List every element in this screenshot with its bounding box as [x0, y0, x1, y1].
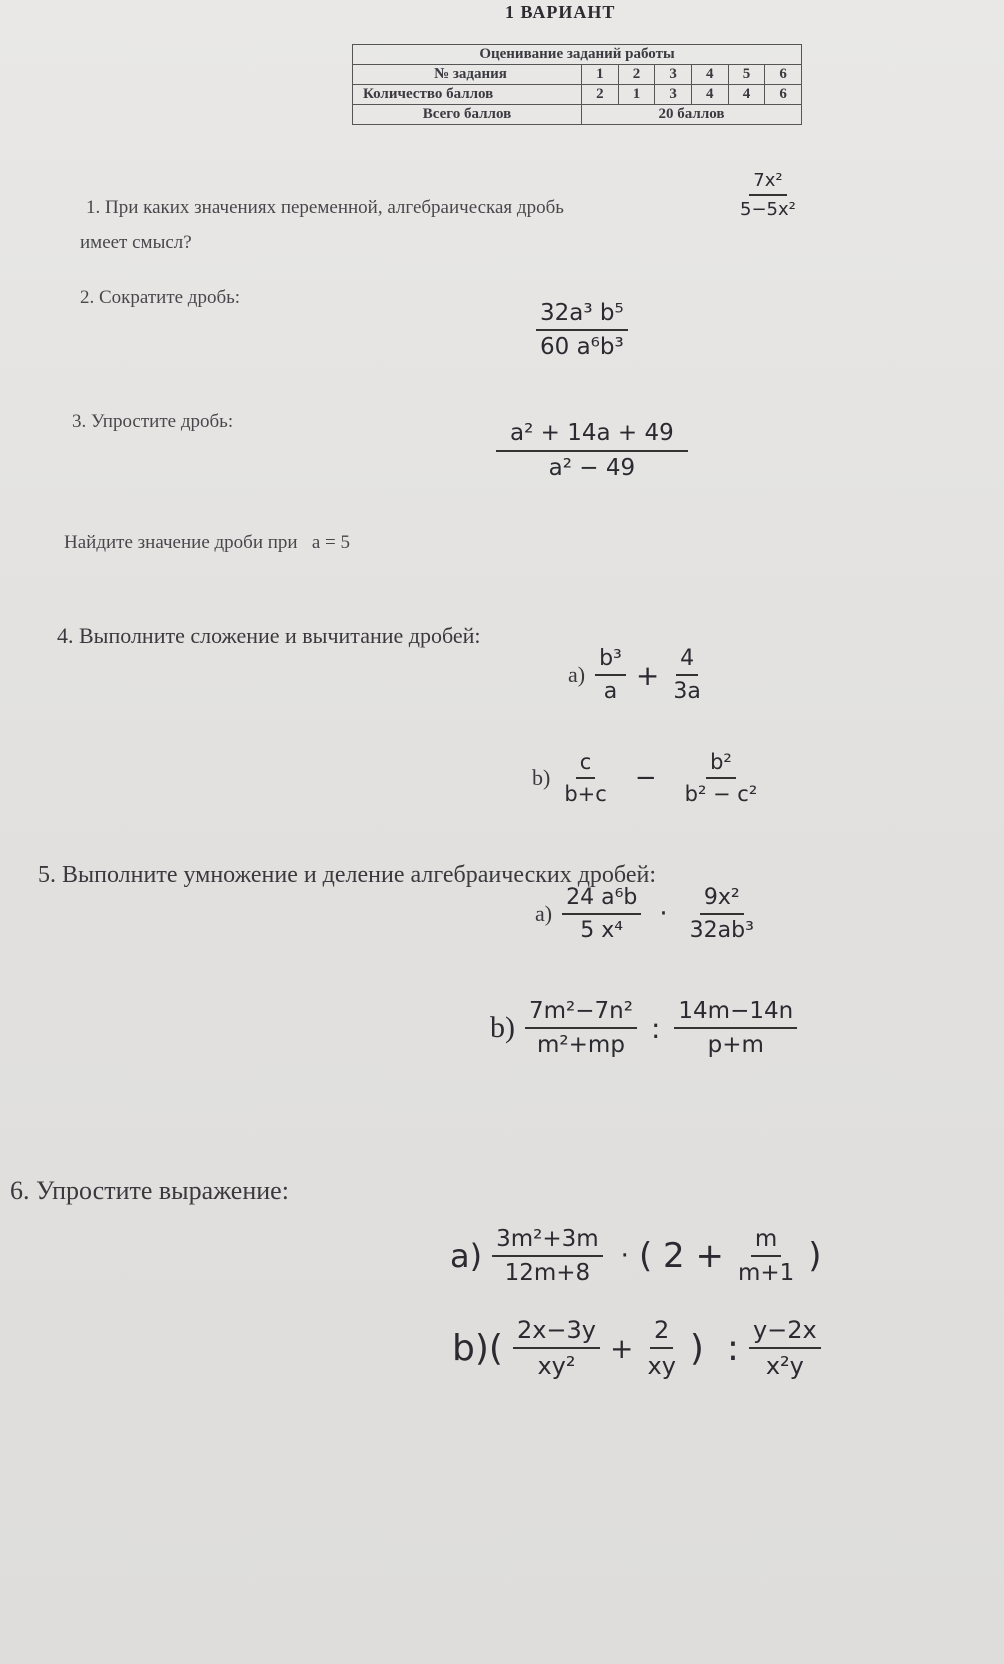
table-row: [353, 65, 802, 85]
operator: −: [634, 763, 657, 793]
table-cell: 6: [765, 85, 802, 105]
task6-b-expression: [452, 1316, 821, 1380]
table-row: [353, 45, 802, 65]
task5-b-expression: [490, 998, 797, 1058]
total-value: 20 баллов: [582, 105, 802, 125]
task4-text: 4. Выполните сложение и вычитание дробей:: [57, 623, 481, 648]
operator: ·: [659, 899, 668, 929]
task3-text: 3. Упростите дробь:: [72, 411, 234, 432]
fraction-denominator: p+m: [707, 1032, 764, 1058]
task5-a-expression: [535, 885, 758, 943]
fraction-denominator: x²y: [765, 1352, 804, 1380]
table-cell: 4: [691, 85, 728, 105]
table-row: [353, 105, 802, 125]
fraction-denominator: 3a: [673, 679, 701, 704]
task5-text: 5. Выполните умножение и деление алгебраических дробей:: [38, 862, 656, 888]
find-label: Найдите значение дроби при: [64, 532, 298, 553]
table-cell: 4: [728, 85, 765, 105]
table-caption: Оценивание заданий работы: [353, 45, 802, 65]
fraction-denominator: 12m+8: [504, 1260, 591, 1286]
fraction-denominator: 5−5x²: [740, 199, 796, 220]
fraction-denominator: a: [603, 679, 618, 704]
fraction-numerator: 2x−3y: [513, 1316, 600, 1349]
fraction-numerator: b³: [595, 646, 626, 676]
fraction-denominator: xy²: [537, 1352, 576, 1380]
fraction-numerator: 2: [650, 1316, 673, 1349]
task1-text: 1. При каких значениях переменной, алгебраическая дробь: [86, 197, 564, 218]
item-label: a): [450, 1237, 483, 1275]
table-cell: 5: [728, 65, 765, 85]
item-label: a): [535, 901, 553, 926]
fraction-denominator: b² − c²: [684, 782, 758, 806]
fraction-numerator: c: [576, 750, 596, 779]
task2-text: 2. Сократите дробь:: [80, 287, 241, 308]
task3-find-text: [64, 532, 350, 554]
fraction-numerator: a² + 14a + 49: [496, 420, 688, 452]
table-row: [353, 85, 802, 105]
task3-fraction: [496, 420, 688, 481]
row-label-tasks: № задания: [353, 65, 582, 85]
total-label: Всего баллов: [353, 105, 582, 125]
page-title: 1 ВАРИАНТ: [505, 2, 616, 22]
fraction-denominator: a² − 49: [548, 455, 636, 481]
fraction-denominator: 32ab³: [689, 918, 754, 943]
fraction-numerator: 24 a⁶b: [562, 885, 641, 915]
score-table: [352, 44, 802, 125]
item-label: b): [490, 1011, 515, 1044]
table-cell: 1: [582, 65, 619, 85]
fraction-denominator: 60 a⁶b³: [540, 334, 624, 360]
fraction-numerator: 14m−14n: [674, 998, 797, 1029]
table-cell: 6: [765, 65, 802, 85]
table-cell: 3: [655, 85, 692, 105]
fraction-numerator: b²: [706, 750, 736, 779]
operator: +: [610, 1331, 634, 1365]
task6-text: 6. Упростите выражение:: [10, 1176, 289, 1205]
table-cell: 2: [618, 65, 655, 85]
fraction-denominator: xy: [647, 1352, 676, 1380]
table-cell: 2: [582, 85, 619, 105]
task4-a-expression: [568, 646, 705, 704]
fraction-numerator: 7m²−7n²: [525, 998, 637, 1029]
fraction-denominator: b+c: [564, 782, 607, 806]
operator: :: [650, 1011, 661, 1045]
task6-a-expression: [450, 1226, 822, 1286]
table-cell: 4: [691, 65, 728, 85]
item-label: b): [532, 765, 551, 790]
fraction-numerator: 32a³ b⁵: [536, 300, 628, 331]
fraction-numerator: m: [751, 1226, 781, 1257]
fraction-numerator: 4: [676, 646, 698, 676]
operator: ·: [620, 1241, 629, 1271]
fraction-denominator: m+1: [737, 1260, 795, 1286]
task1-text-cont: имеет смысл?: [80, 232, 192, 253]
fraction-numerator: 7x²: [749, 170, 786, 196]
fraction-numerator: y−2x: [749, 1316, 821, 1349]
table-cell: 3: [655, 65, 692, 85]
fraction-numerator: 3m²+3m: [492, 1226, 603, 1257]
find-value: a = 5: [311, 532, 350, 553]
task1-fraction: [736, 170, 800, 220]
table-cell: 1: [618, 85, 655, 105]
row-label-points: Количество баллов: [353, 85, 582, 105]
task2-fraction: [536, 300, 628, 360]
fraction-denominator: m²+mp: [537, 1032, 625, 1058]
close-paren-divide: ) :: [689, 1327, 739, 1369]
task4-b-expression: [532, 750, 761, 806]
close-paren: ): [808, 1236, 822, 1276]
operator: +: [635, 658, 660, 692]
fraction-numerator: 9x²: [700, 885, 744, 915]
item-label: a): [568, 662, 586, 687]
fraction-denominator: 5 x⁴: [580, 918, 624, 943]
item-label: b)(: [452, 1327, 503, 1369]
open-paren-group: ( 2 +: [638, 1236, 724, 1276]
